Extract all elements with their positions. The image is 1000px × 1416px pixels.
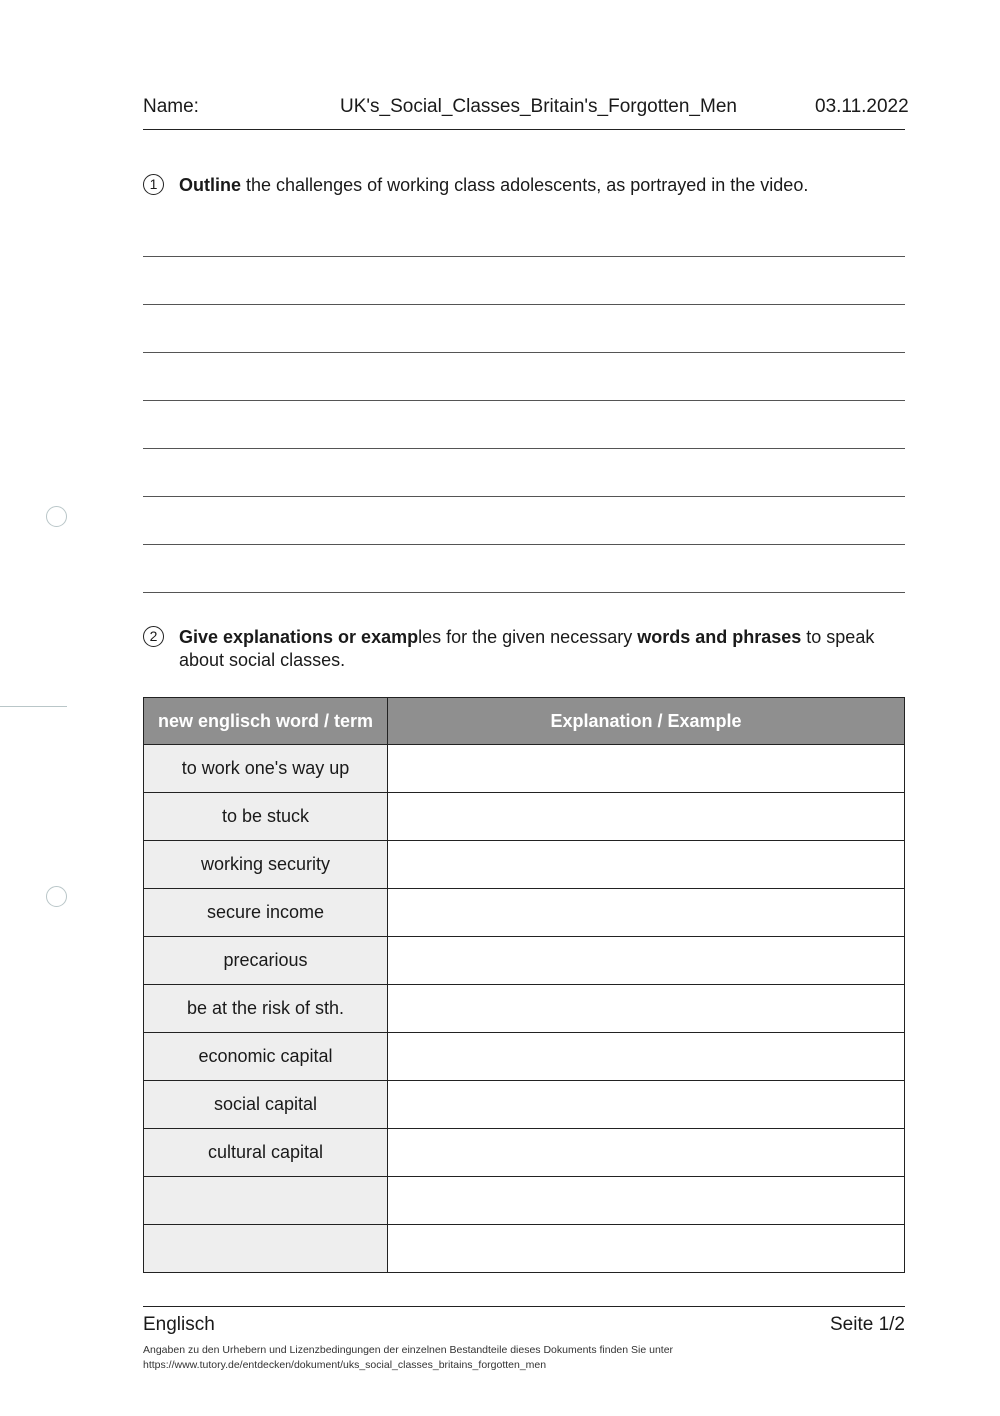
fold-mark [0, 706, 67, 707]
task-2-text-2: to speak about social classes. [179, 627, 875, 670]
table-row [144, 889, 905, 937]
answer-line[interactable] [143, 400, 905, 401]
answer-line[interactable] [143, 496, 905, 497]
table-row [144, 745, 905, 793]
header-rule [143, 129, 905, 130]
table-row [144, 793, 905, 841]
punch-hole-mark-top [46, 506, 67, 527]
explanation-cell[interactable] [388, 1033, 905, 1081]
task-2-number: 2 [143, 626, 164, 647]
term-cell: to work one's way up [144, 745, 388, 793]
explanation-cell[interactable] [388, 1129, 905, 1177]
explanation-cell[interactable] [388, 841, 905, 889]
table-row [144, 937, 905, 985]
footer-page-number: Seite 1/2 [830, 1314, 905, 1335]
task-2-keyword-1: Give explanations or examp [179, 627, 419, 647]
footer-credits-text: Angaben zu den Urhebern und Lizenzbedingungen der einzelnen Bestandteile dieses Dokuments finden Sie unter [143, 1344, 674, 1356]
term-cell-empty[interactable] [144, 1177, 388, 1225]
task-1-keyword: Outline [179, 175, 241, 195]
table-row [144, 841, 905, 889]
term-cell: precarious [144, 937, 388, 985]
footer-subject: Englisch [143, 1314, 215, 1335]
table-row [144, 1129, 905, 1177]
document-date: 03.11.2022 [815, 96, 909, 117]
task-2-keyword-2: words and phrases [637, 627, 802, 647]
column-header-explanation: Explanation / Example [388, 698, 905, 745]
explanation-cell[interactable] [388, 985, 905, 1033]
footer-rule [143, 1306, 905, 1307]
task-1-text: the challenges of working class adolescents, as portrayed in the video. [241, 175, 809, 195]
table-header-row [144, 698, 905, 745]
answer-line[interactable] [143, 448, 905, 449]
term-cell: secure income [144, 889, 388, 937]
explanation-cell[interactable] [388, 889, 905, 937]
answer-line[interactable] [143, 304, 905, 305]
explanation-cell[interactable] [388, 793, 905, 841]
answer-line[interactable] [143, 256, 905, 257]
explanation-cell[interactable] [388, 937, 905, 985]
term-cell: social capital [144, 1081, 388, 1129]
vocabulary-table [143, 697, 905, 1273]
explanation-cell[interactable] [388, 1177, 905, 1225]
name-label: Name: [143, 96, 199, 117]
table-row [144, 1081, 905, 1129]
column-header-term: new englisch word / term [144, 698, 388, 745]
task-2-text-1: les for the given necessary [418, 627, 638, 647]
task-1-instruction [179, 174, 905, 197]
answer-line[interactable] [143, 544, 905, 545]
document-title: UK's_Social_Classes_Britain's_Forgotten_Men [340, 96, 737, 117]
explanation-cell[interactable] [388, 1081, 905, 1129]
task-1-number: 1 [143, 174, 164, 195]
explanation-cell[interactable] [388, 1225, 905, 1273]
punch-hole-mark-bottom [46, 886, 67, 907]
task-2-instruction [179, 626, 905, 672]
term-cell: be at the risk of sth. [144, 985, 388, 1033]
explanation-cell[interactable] [388, 745, 905, 793]
term-cell: to be stuck [144, 793, 388, 841]
term-cell-empty[interactable] [144, 1225, 388, 1273]
footer-credits-link[interactable]: https://www.tutory.de/entdecken/dokument/uks_social_classes_britains_forgotten_men [143, 1359, 547, 1371]
table-row [144, 1033, 905, 1081]
table-row [144, 1225, 905, 1273]
term-cell: economic capital [144, 1033, 388, 1081]
answer-line[interactable] [143, 592, 905, 593]
table-row [144, 985, 905, 1033]
term-cell: working security [144, 841, 388, 889]
term-cell: cultural capital [144, 1129, 388, 1177]
answer-line[interactable] [143, 352, 905, 353]
table-row [144, 1177, 905, 1225]
